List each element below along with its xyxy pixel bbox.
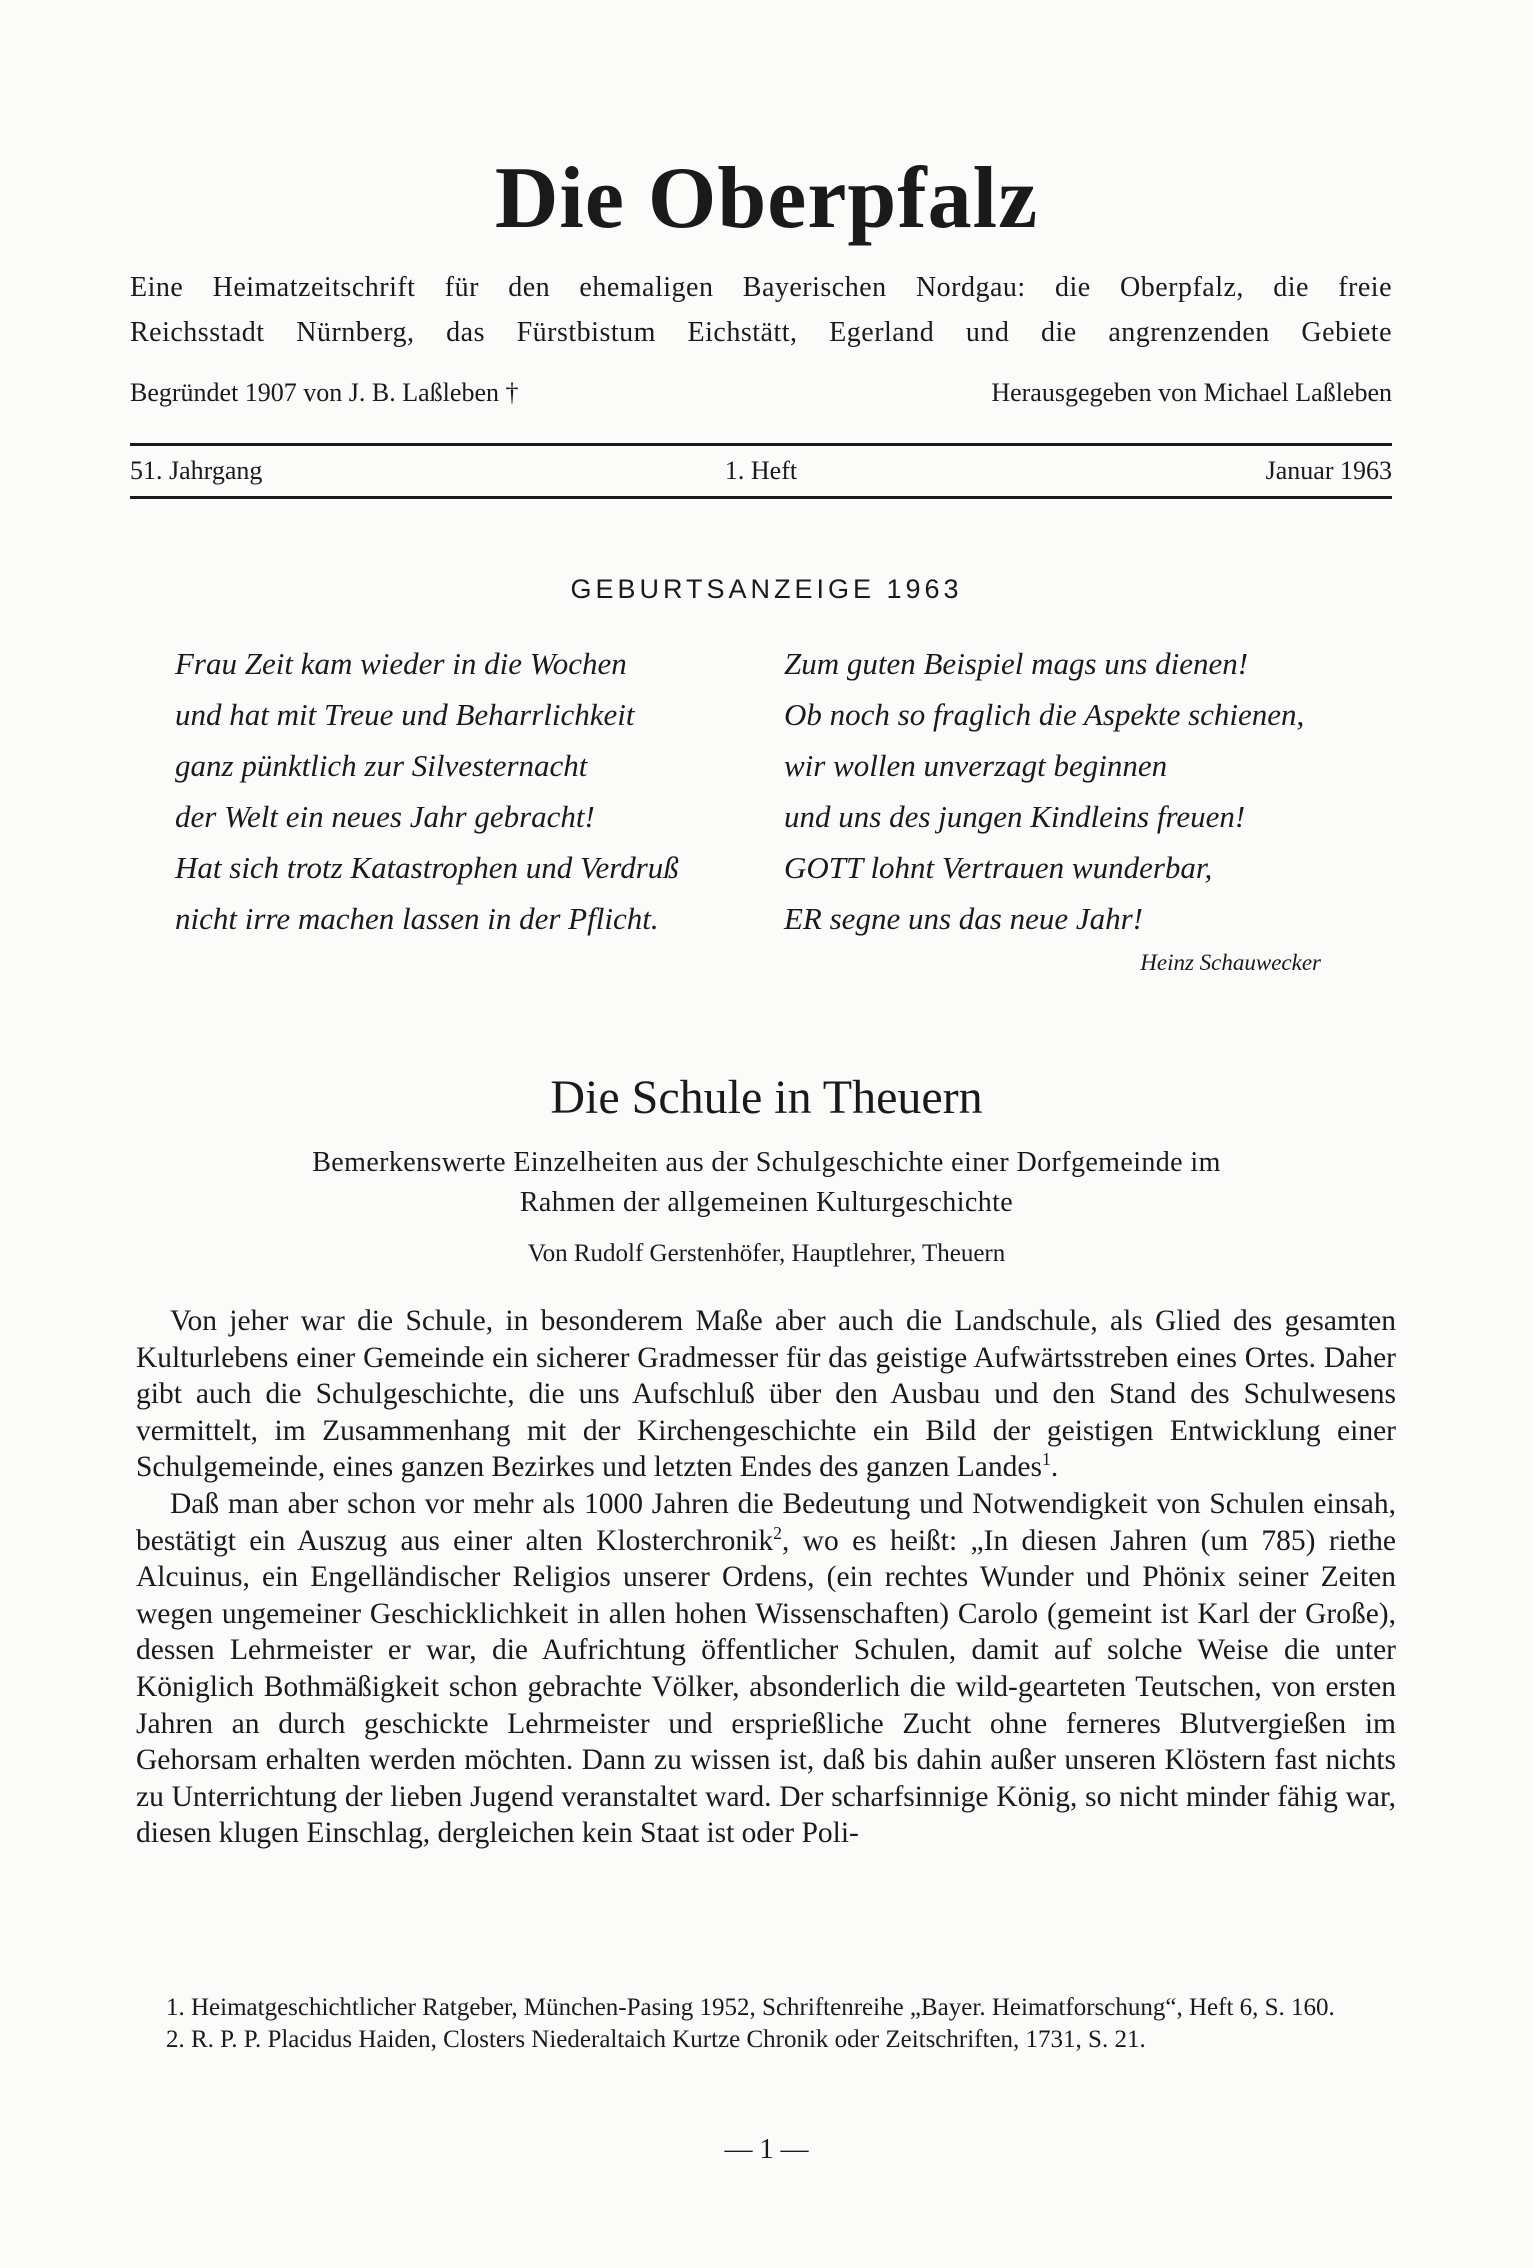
- poem-line: Hat sich trotz Katastrophen und Verdruß: [175, 850, 679, 885]
- poem-left-column: [175, 638, 679, 944]
- poem-line: Zum guten Beispiel mags uns dienen!: [784, 646, 1249, 681]
- journal-subtitle-line: Reichsstadt Nürnberg, das Fürstbistum Eichstätt, Egerland und die angrenzenden Gebiete: [130, 317, 1392, 348]
- header-rule-bottom: [130, 496, 1392, 499]
- poem-line: ER segne uns das neue Jahr!: [784, 901, 1143, 936]
- issue-date: Januar 1963: [1265, 456, 1392, 485]
- paragraph-text: , wo es heißt: „In diesen Jahren (um 785) riethe Alcuinus, ein Engelländischer Religios unserer Ordens, (ein rechtes Wunder und Phönix seiner Zeiten wegen ungemeiner Geschicklichkeit in allen hohen Wissenschaften) Carolo (gemeint ist Karl der Große), dessen Lehrmeister er war, die Aufrichtung öffentlicher Schulen, damit auf solche Weise die unter Königlich Bothmäßigkeit schon gebrachte Völker, absonderlich die wild-gearteten Teutschen, von ersten Jahren an durch geschickte Lehrmeister und ersprießliche Zucht ohne ferneres Blutvergießen im Gehorsam erhalten werden möchten. Dann zu wissen ist, daß bis dahin außer unseren Klöstern fast nichts zu Unterrichtung der lieben Jugend veranstaltet ward. Der scharfsinnige König, so nicht minder fähig war, diesen klugen Einschlag, dergleichen kein Staat ist oder Poli-: [136, 1524, 1397, 1850]
- footnote-ref: 2: [773, 1522, 782, 1543]
- poem-line: wir wollen unverzagt beginnen: [784, 748, 1168, 783]
- poem-line: Ob noch so fraglich die Aspekte schienen,: [784, 697, 1305, 732]
- poem-line: der Welt ein neues Jahr gebracht!: [175, 799, 595, 834]
- journal-subtitle: [130, 265, 1392, 355]
- paragraph-text: Von jeher war die Schule, in besonderem Maße aber auch die Landschule, als Glied des gesamten Kulturlebens einer Gemeinde ein sicherer Gradmesser für das geistige Aufwärtsstreben eines Ortes. Daher gibt auch die Schulgeschichte, die uns Aufschluß über den Ausbau und den Stand des Schulwesens vermittelt, im Zusammenhang mit der Kirchengeschichte ein Bild der geistigen Entwicklung einer Schulgemeinde, eines ganzen Bezirkes und letzten Endes des ganzen Landes: [136, 1305, 1396, 1484]
- journal-subtitle-line: Eine Heimatzeitschrift für den ehemaligen Bayerischen Nordgau: die Oberpfalz, die freie: [130, 272, 1392, 303]
- poem-title: GEBURTSANZEIGE 1963: [570, 574, 963, 604]
- poem-line: GOTT lohnt Vertrauen wunderbar,: [784, 850, 1213, 885]
- editor-text: Herausgegeben von Michael Laßleben: [991, 378, 1392, 407]
- paragraph-text: Daß man aber schon vor mehr als 1000 Jahren die Bedeutung und Notwendigkeit von Schulen einsah, bestätigt ein Auszug aus einer alten Klosterchronik: [136, 1487, 1396, 1557]
- poem-line: nicht irre machen lassen in der Pflicht.: [175, 901, 659, 936]
- body-paragraph: [136, 1303, 1396, 1486]
- paragraph-text: .: [1050, 1451, 1059, 1484]
- footnote-ref: 1: [1041, 1449, 1051, 1470]
- poem-line: Frau Zeit kam wieder in die Wochen: [175, 646, 627, 681]
- header-rule-top: [130, 443, 1392, 446]
- poem-line: und hat mit Treue und Beharrlichkeit: [175, 697, 635, 732]
- poem-right-column: [784, 638, 1304, 944]
- article-title: Die Schule in Theuern: [550, 1071, 983, 1124]
- poem-author: Heinz Schauwecker: [1140, 950, 1321, 975]
- article-subtitle-line: Rahmen der allgemeinen Kulturgeschichte: [519, 1187, 1014, 1218]
- journal-title: Die Oberpfalz: [494, 150, 1039, 247]
- footnote: 1. Heimatgeschichtlicher Ratgeber, München-Pasing 1952, Schriftenreihe „Bayer. Heimatforschung“, Heft 6, S. 160.: [166, 1994, 1335, 2021]
- article-byline: Von Rudolf Gerstenhöfer, Hauptlehrer, Theuern: [527, 1240, 1006, 1267]
- poem-line: ganz pünktlich zur Silvesternacht: [175, 748, 588, 783]
- body-paragraph: [136, 1486, 1396, 1852]
- article-body: [136, 1303, 1396, 1852]
- footnote: 2. R. P. P. Placidus Haiden, Closters Niederaltaich Kurtze Chronik oder Zeitschriften, 1731, S. 21.: [166, 2026, 1146, 2053]
- founder-text: Begründet 1907 von J. B. Laßleben †: [130, 378, 519, 407]
- article-subtitle-line: Bemerkenswerte Einzelheiten aus der Schulgeschichte einer Dorfgemeinde im: [312, 1147, 1221, 1178]
- poem-line: und uns des jungen Kindleins freuen!: [784, 799, 1246, 834]
- page-number: — 1 —: [724, 2134, 809, 2165]
- volume-text: 51. Jahrgang: [130, 456, 263, 485]
- issue-text: 1. Heft: [724, 456, 798, 485]
- footnotes: [136, 1992, 1396, 2056]
- article-subtitle: [180, 1143, 1353, 1223]
